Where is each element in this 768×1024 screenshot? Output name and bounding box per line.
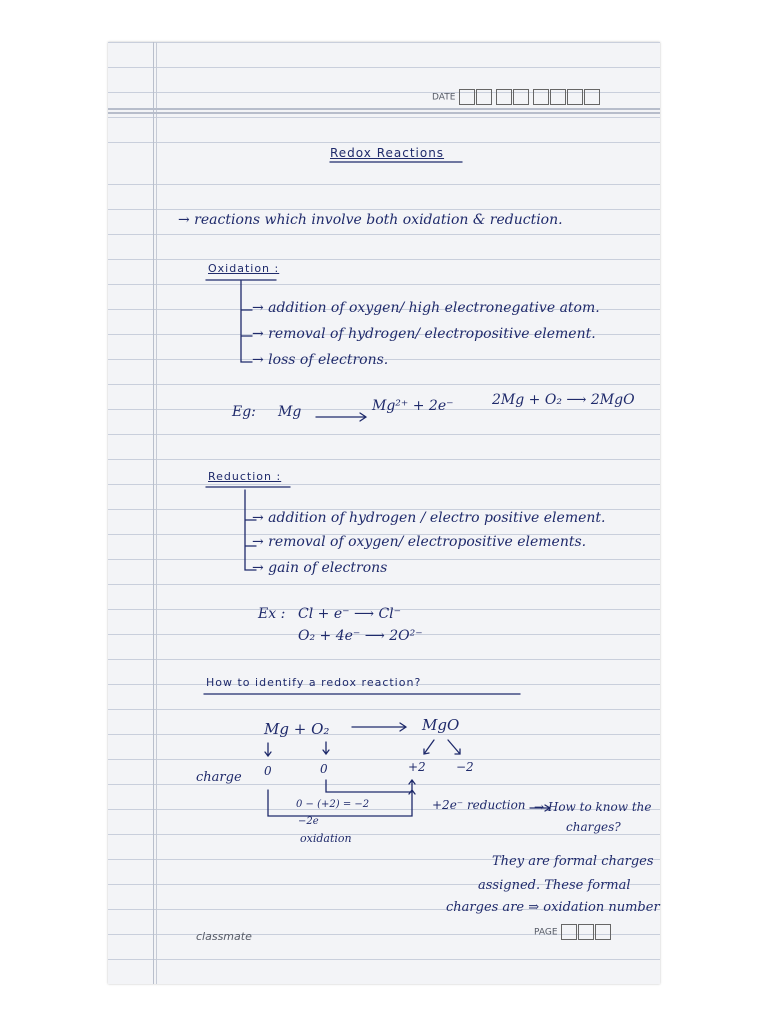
reduction-point-2: → removal of oxygen/ electropositive elements.: [252, 534, 587, 550]
reduction-point-1: → addition of hydrogen / electro positive element.: [252, 510, 606, 526]
oxidation-example-right: Mg²⁺ + 2e⁻: [372, 398, 454, 414]
reduction-bracket: [245, 490, 256, 570]
oxidation-point-2: → removal of hydrogen/ electropositive element.: [252, 326, 596, 342]
charge-o-in-mgo: −2: [456, 760, 474, 774]
answer-line-3: charges are ⇒ oxidation number: [446, 900, 660, 915]
oxidation-example-left: Mg: [278, 404, 302, 420]
reduction-arrow: [530, 805, 550, 811]
minus-2e-label: −2e: [298, 816, 319, 827]
down-arrow: [323, 742, 329, 754]
down-arrow: [424, 740, 434, 754]
oxidation-bracket-line: [268, 790, 415, 816]
reduction-example-label: Ex :: [258, 606, 286, 622]
redox-definition: → reactions which involve both oxidation & reduction.: [178, 212, 563, 228]
oxidation-point-3: → loss of electrons.: [252, 352, 389, 368]
equation-left: Mg + O₂: [264, 720, 330, 738]
down-arrow: [265, 743, 271, 756]
page-label: PAGE: [534, 927, 558, 938]
charge-label: charge: [196, 770, 242, 785]
reduction-example-2: O₂ + 4e⁻ ⟶ 2O²⁻: [298, 628, 423, 644]
oxidation-example-label: Eg:: [232, 404, 256, 420]
oxidation-example-2: 2Mg + O₂ ⟶ 2MgO: [492, 392, 635, 408]
charge-calculation: 0 − (+2) = −2: [296, 799, 370, 810]
reduction-bracket-line: [326, 780, 415, 792]
down-arrow: [448, 740, 460, 754]
date-label: DATE: [432, 92, 456, 103]
charges-question: → How to know the: [534, 800, 652, 814]
equation-arrow: [352, 723, 406, 731]
oxidation-label: oxidation: [300, 832, 352, 845]
equation-right: MgO: [422, 716, 460, 734]
charge-mg: 0: [264, 764, 272, 778]
reduction-example-1: Cl + e⁻ ⟶ Cl⁻: [298, 606, 402, 622]
oxidation-bracket: [241, 281, 252, 362]
reduction-heading: Reduction :: [208, 470, 282, 483]
page-title: Redox Reactions: [330, 146, 445, 160]
answer-line-2: assigned. These formal: [478, 878, 631, 893]
reduction-point-3: → gain of electrons: [252, 560, 388, 576]
charges-question-2: charges?: [566, 820, 621, 834]
charge-mg-in-mgo: +2: [408, 760, 426, 774]
oxidation-heading: Oxidation :: [208, 262, 280, 275]
eg-arrow: [316, 413, 366, 421]
identify-question: How to identify a redox reaction?: [206, 676, 422, 689]
brand-label: classmate: [196, 930, 252, 943]
reduction-label: +2e⁻ reduction: [432, 798, 526, 812]
answer-line-1: They are formal charges: [492, 854, 654, 869]
oxidation-point-1: → addition of oxygen/ high electronegative atom.: [252, 300, 600, 316]
charge-o2: 0: [320, 762, 328, 776]
